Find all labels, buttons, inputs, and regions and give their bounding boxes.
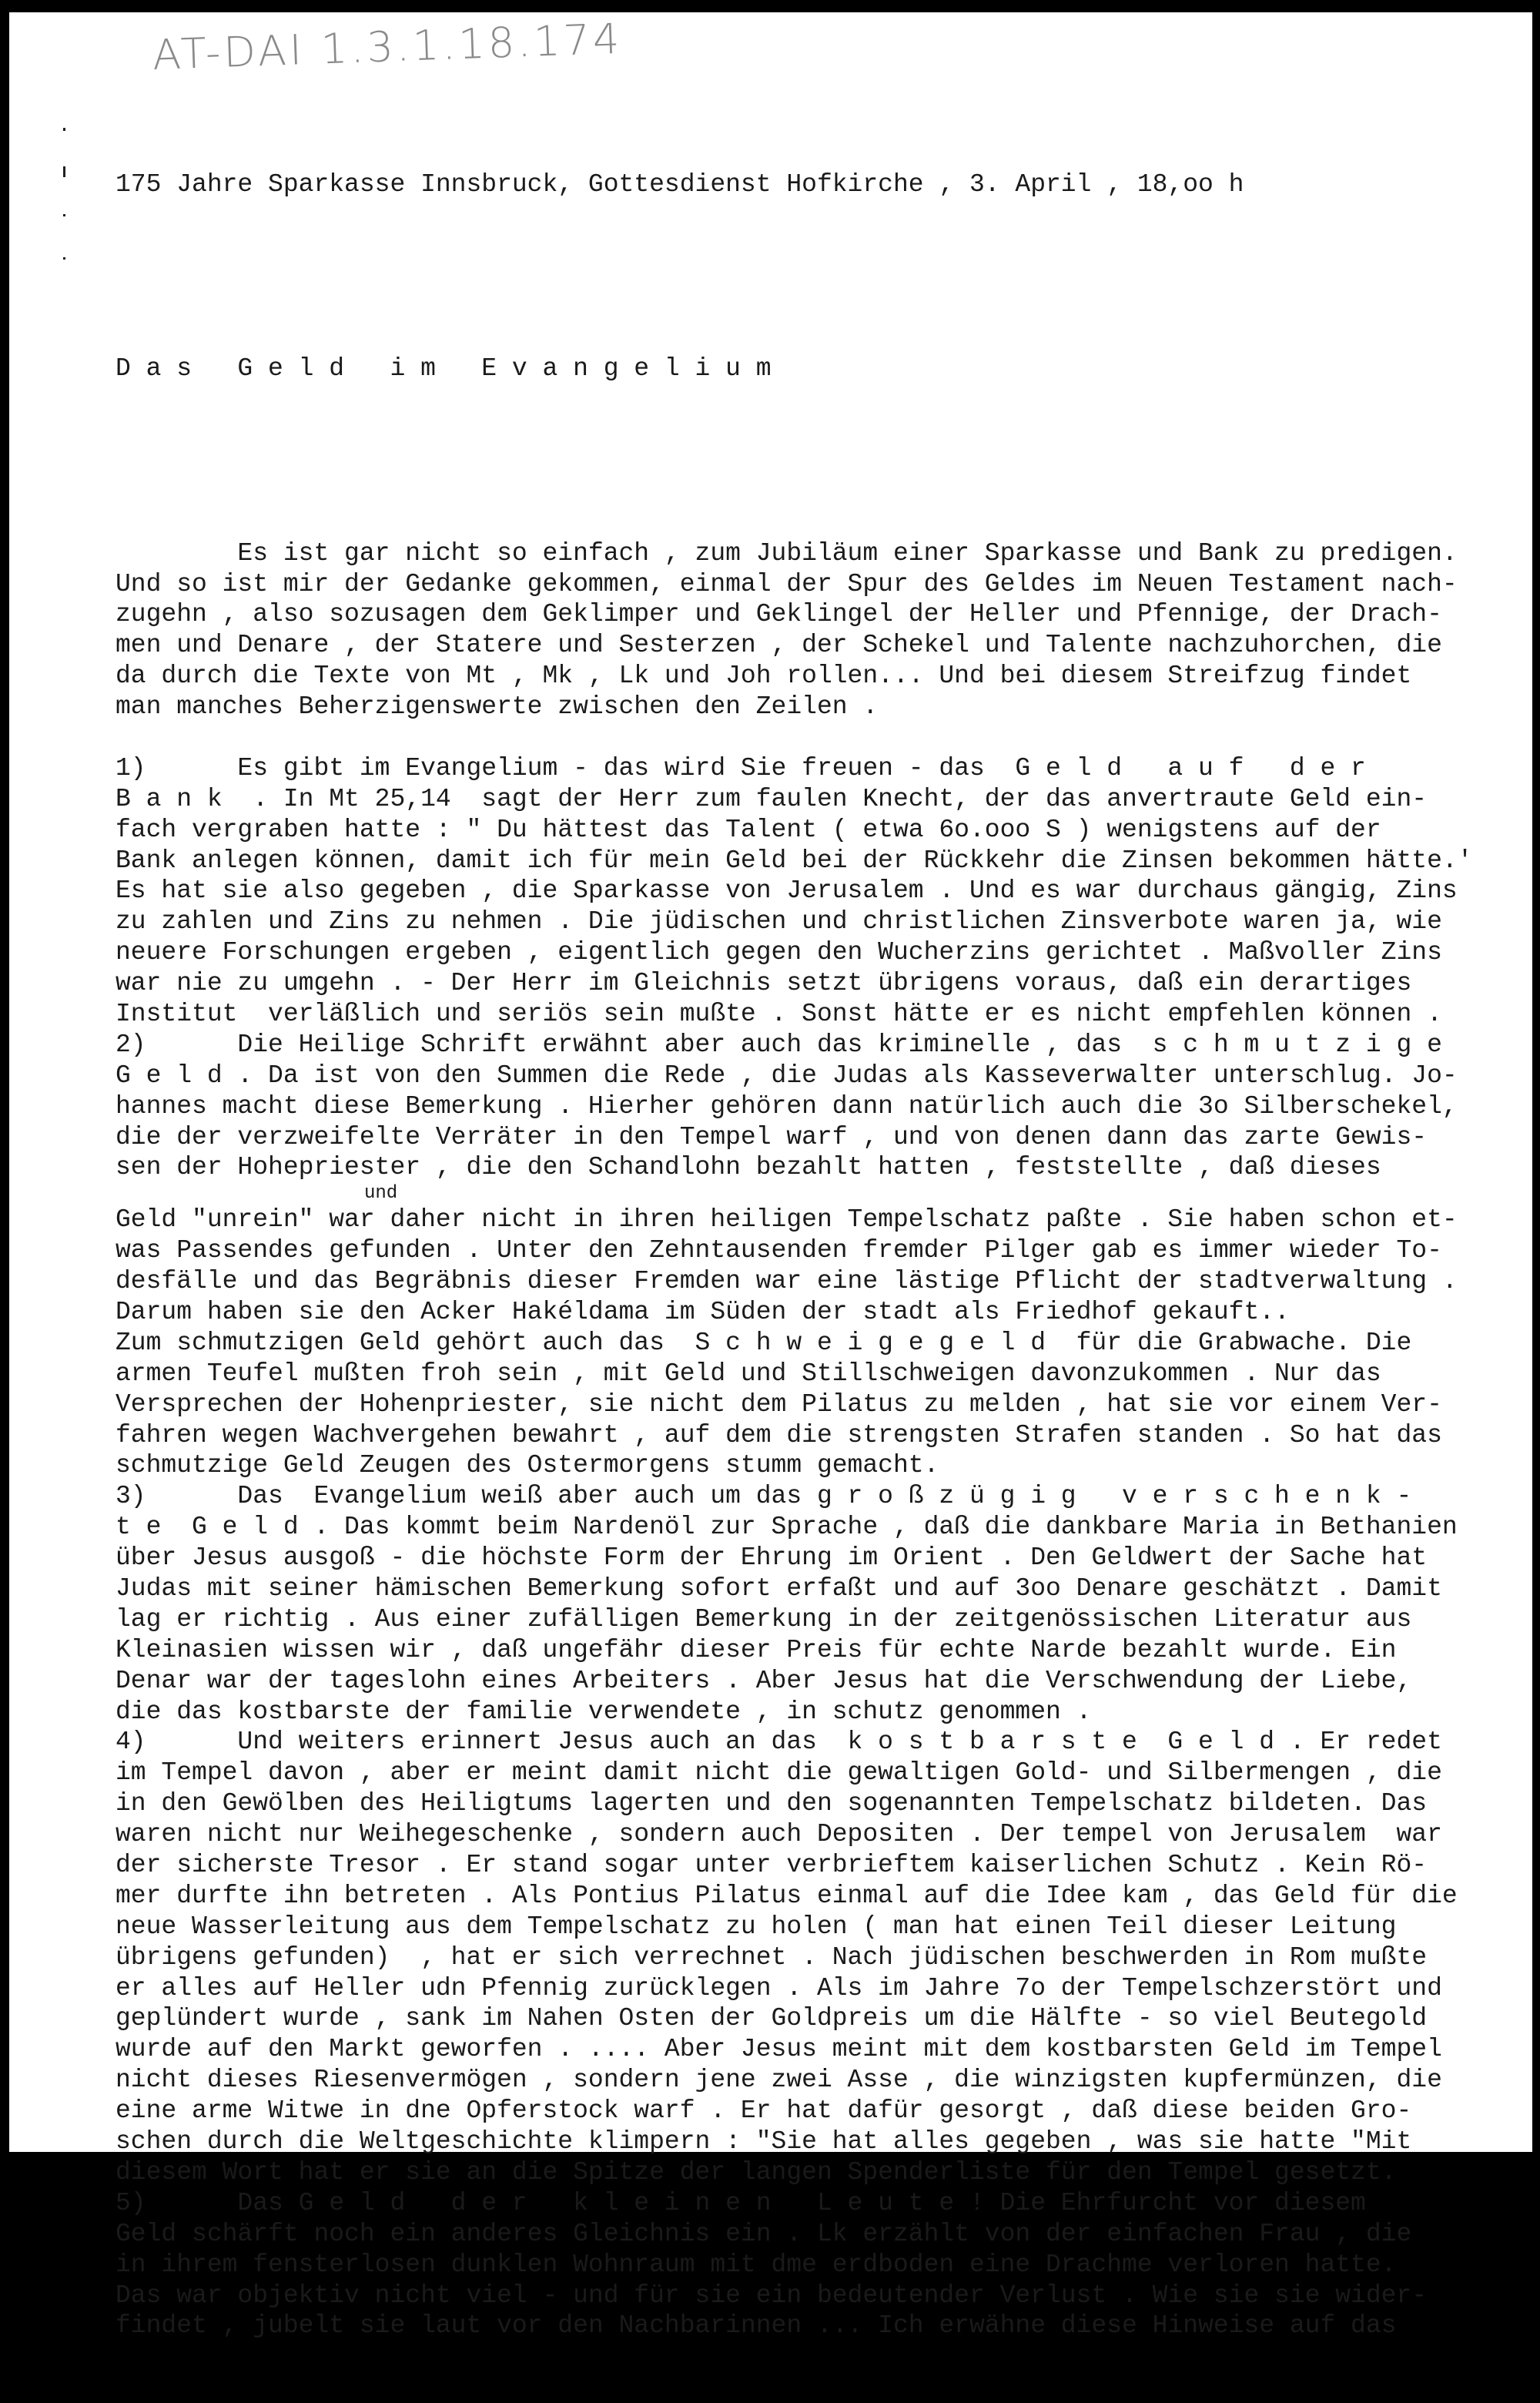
sermon-body: [116, 538, 1473, 2342]
text-line: [116, 1183, 1473, 1235]
text-line: [116, 1030, 1473, 1061]
text-line: [116, 1881, 1473, 1912]
text-line-content: was Passendes gefunden . Unter den Zehntausenden fremder Pilger gab es immer wieder To-: [116, 1236, 1442, 1265]
text-line: [116, 1912, 1473, 1942]
text-line-content: in den Gewölben des Heiligtums lagerten und den sogenannten Tempelschatz bildeten. Das: [116, 1789, 1428, 1818]
text-line-content: fahren wegen Wachvergehen bewahrt , auf dem die strengsten Strafen standen . So hat das: [116, 1420, 1442, 1450]
archive-signature-handwritten: AT-DAI 1.3.1.18.174: [152, 14, 624, 79]
text-line-content: 3) Das Evangelium weiß aber auch um das g r o ß z ü g i g v e r s c h e n k -: [116, 1482, 1412, 1511]
text-line: [116, 2250, 1473, 2281]
text-line: [116, 1122, 1473, 1153]
text-line-content: über Jesus ausgoß - die höchste Form der Ehrung im Orient . Den Geldwert der Sache hat: [116, 1543, 1428, 1573]
text-line: [116, 2065, 1473, 2096]
text-line: [116, 999, 1473, 1030]
text-line: [116, 2127, 1473, 2157]
text-line: [116, 1420, 1473, 1451]
text-line-content: neue Wasserleitung aus dem Tempelschatz zu holen ( man hat einen Teil dieser Leitung: [116, 1912, 1397, 1941]
text-line-content: lag er richtig . Aus einer zufälligen Bemerkung in der zeitgenössischen Literatur aus: [116, 1604, 1412, 1634]
text-line-content: Es hat sie also gegeben , die Sparkasse von Jerusalem . Und es war durchaus gängig, Zins: [116, 876, 1458, 906]
text-line-content: hannes macht diese Bemerkung . Hierher gehören dann natürlich auch die 3o Silberschekel,: [116, 1091, 1458, 1121]
text-line-content: t e G e l d . Das kommt beim Nardenöl zur Sprache , daß die dankbare Maria in Bethanien: [116, 1513, 1458, 1542]
text-line: [116, 1389, 1473, 1420]
text-line-content: Kleinasien wissen wir , daß ungefähr dieser Preis für echte Narde bezahlt wurde. Ein: [116, 1635, 1397, 1664]
text-line: [116, 2188, 1473, 2219]
text-line-content: Zum schmutzigen Geld gehört auch das S c h w e i g e g e l d für die Grabwache. Die: [116, 1328, 1412, 1357]
text-line: [116, 1697, 1473, 1728]
text-line: [116, 1850, 1473, 1881]
text-line: [116, 2281, 1473, 2311]
typewritten-text: [116, 108, 1473, 2403]
text-line: [116, 2096, 1473, 2127]
text-line: [116, 1758, 1473, 1788]
text-line-content: B a n k . In Mt 25,14 sagt der Herr zum faulen Knecht, der das anvertraute Geld ein-: [116, 784, 1428, 813]
text-line: [116, 1635, 1473, 1666]
margin-mark: [63, 214, 65, 216]
text-line: [116, 1819, 1473, 1850]
text-line-content: 5) Das G e l d d e r k l e i n e n L e u t e ! Die Ehrfurcht vor diesem: [116, 2188, 1366, 2217]
text-line: [116, 1061, 1473, 1091]
text-line: [116, 753, 1473, 784]
text-line-content: waren nicht nur Weihegeschenke , sondern auch Depositen . Der tempel von Jerusalem war: [116, 1820, 1442, 1849]
text-line: [116, 2034, 1473, 2065]
text-line: [116, 569, 1473, 600]
text-line-content: er alles auf Heller udn Pfennig zurücklegen . Als im Jahre 7o der Tempelschzerstört und: [116, 1973, 1442, 2002]
text-line: [116, 846, 1473, 876]
text-line-content: Darum haben sie den Acker Hakéldama im Süden der stadt als Friedhof gekauft..: [116, 1298, 1290, 1326]
text-line: [116, 1152, 1473, 1183]
margin-mark: [63, 128, 65, 131]
text-line: [116, 1450, 1473, 1481]
blank-line: [116, 262, 1473, 293]
text-line-content: wurde auf den Markt geworfen . .... Aber Jesus meint mit dem kostbarsten Geld im Tempel: [116, 2035, 1442, 2064]
text-line: [116, 1788, 1473, 1819]
text-line-content: zu zahlen und Zins zu nehmen . Die jüdischen und christlichen Zinsverbote waren ja, wie: [116, 907, 1442, 937]
text-line: [116, 784, 1473, 815]
text-line-content: die das kostbarste der familie verwendete , in schutz genommen .: [116, 1697, 1092, 1726]
text-line: [116, 1604, 1473, 1635]
text-line: [116, 937, 1473, 968]
text-line: [116, 1297, 1473, 1328]
text-line-content: schen durch die Weltgeschichte klimpern : "Sie hat alles gegeben , was sie hatte "Mit: [116, 2127, 1412, 2157]
text-line-content: desfälle und das Begräbnis dieser Fremden war eine lästige Pflicht der stadtverwaltung .: [116, 1267, 1458, 1296]
text-line-content: neuere Forschungen ergeben , eigentlich gegen den Wucherzins gerichtet . Maßvoller Zins: [116, 938, 1442, 967]
text-line-content: Bank anlegen können, damit ich für mein Geld bei der Rückkehr die Zinsen bekommen hätte.': [116, 846, 1473, 875]
text-line-content: Denar war der tageslohn eines Arbeiters . Aber Jesus hat die Verschwendung der Liebe,: [116, 1666, 1412, 1695]
margin-mark: [63, 257, 65, 260]
text-line-content: Institut verläßlich und seriös sein mußte . Sonst hätte er es nicht empfehlen können .: [116, 999, 1442, 1028]
text-line-content: der sicherste Tresor . Er stand sogar unter verbrieftem kaiserlichen Schutz . Kein Rö-: [116, 1851, 1428, 1880]
text-line: [116, 1266, 1473, 1297]
text-line: [116, 1727, 1473, 1758]
text-line-content: men und Denare , der Statere und Sesterzen , der Schekel und Talente nachzuhorchen, die: [116, 631, 1442, 660]
handwritten-insertion: und: [364, 1183, 398, 1205]
text-line-content: mer durfte ihn betreten . Als Pontius Pilatus einmal auf die Idee kam , das Geld für die: [116, 1881, 1458, 1910]
text-line-content: war nie zu umgehn . - Der Herr im Gleichnis setzt übrigens voraus, daß ein derartiges: [116, 969, 1412, 998]
text-line: [116, 661, 1473, 692]
text-line-content: zugehn , also sozusagen dem Geklimper und Geklingel der Heller und Pfennige, der Drach-: [116, 600, 1442, 629]
text-line-content: Das war objektiv nicht viel - und für sie ein bedeutender Verlust . Wie sie sie wider-: [116, 2281, 1428, 2310]
text-line-content: 4) Und weiters erinnert Jesus auch an das k o s t b a r s t e G e l d . Er redet: [116, 1728, 1442, 1757]
text-line-content: nicht dieses Riesenvermögen , sondern jene zwei Asse , die winzigsten kupfermünzen, die: [116, 2066, 1442, 2095]
text-line-content: G e l d . Da ist von den Summen die Rede , die Judas als Kasseverwalter unterschlug. Jo-: [116, 1061, 1458, 1090]
text-line: [116, 1574, 1473, 1604]
text-line-content: 1) Es gibt im Evangelium - das wird Sie freuen - das G e l d a u f d e r: [116, 753, 1366, 783]
text-line: [116, 692, 1473, 722]
text-line: [116, 815, 1473, 846]
text-line: [116, 722, 1473, 753]
text-line: [116, 1942, 1473, 1973]
text-line-content: man manches Beherzigenswerte zwischen den Zeilen .: [116, 692, 879, 722]
document-page: [9, 12, 1532, 2341]
text-line-content: Es ist gar nicht so einfach , zum Jubiläum einer Sparkasse und Bank zu predigen.: [116, 538, 1458, 568]
header-line: 175 Jahre Sparkasse Innsbruck, Gottesdienst Hofkirche , 3. April , 18,oo h: [116, 169, 1244, 199]
text-line: [116, 1543, 1473, 1574]
text-line-content: Geld schärft noch ein anderes Gleichnis ein . Lk erzählt von der einfachen Frau , die: [116, 2219, 1412, 2248]
text-line: [116, 907, 1473, 937]
text-line-content: Und so ist mir der Gedanke gekommen, einmal der Spur des Geldes im Neuen Testament nach-: [116, 569, 1458, 598]
text-line-content: 2) Die Heilige Schrift erwähnt aber auch das kriminelle , das s c h m u t z i g e: [116, 1030, 1442, 1059]
text-line: [116, 1359, 1473, 1389]
sermon-title: D a s G e l d i m E v a n g e l i u m: [116, 354, 772, 384]
text-line: [116, 1091, 1473, 1122]
text-line: [116, 2157, 1473, 2188]
text-line: [116, 2219, 1473, 2250]
text-line-content: sen der Hohepriester , die den Schandlohn bezahlt hatten , feststellte , daß dieses: [116, 1153, 1381, 1182]
text-line-content: findet , jubelt sie laut vor den Nachbarinnen ... Ich erwähne diese Hinweise auf das: [116, 2311, 1397, 2341]
text-line-content: schmutzige Geld Zeugen des Ostermorgens stumm gemacht.: [116, 1451, 939, 1480]
text-line: [116, 1481, 1473, 1512]
text-line-content: Judas mit seiner hämischen Bemerkung sofort erfaßt und auf 3oo Denare geschätzt . Damit: [116, 1574, 1442, 1604]
text-line-content: Versprechen der Hohenpriester, sie nicht dem Pilatus zu melden , hat sie vor einem Ver-: [116, 1389, 1442, 1419]
blank-line: [116, 446, 1473, 477]
text-line: [116, 538, 1473, 569]
text-line: [116, 1328, 1473, 1359]
text-line: [116, 630, 1473, 661]
text-line: [116, 599, 1473, 630]
text-line-content: Geld "unrein" war daher nicht in ihren heiligen Tempelschatz paßte . Sie haben schon et-: [116, 1205, 1458, 1235]
text-line: [116, 1235, 1473, 1266]
text-line: [116, 2003, 1473, 2034]
text-line-content: im Tempel davon , aber er meint damit nicht die gewaltigen Gold- und Silbermengen , die: [116, 1758, 1442, 1788]
text-line-content: übrigens gefunden) , hat er sich verrechnet . Nach jüdischen beschwerden in Rom mußte: [116, 1942, 1428, 1972]
text-line-content: da durch die Texte von Mt , Mk , Lk und Joh rollen... Und bei diesem Streifzug findet: [116, 662, 1412, 691]
text-line: [116, 1512, 1473, 1543]
text-line-content: fach vergraben hatte : " Du hättest das Talent ( etwa 6o.ooo S ) wenigstens auf der: [116, 815, 1381, 844]
text-line: [116, 968, 1473, 999]
text-line-content: geplündert wurde , sank im Nahen Osten der Goldpreis um die Hälfte - so viel Beutegold: [116, 2004, 1428, 2033]
text-line: [116, 1973, 1473, 2004]
text-line-content: eine arme Witwe in dne Opferstock warf . Er hat dafür gesorgt , daß diese beiden Gro-: [116, 2096, 1412, 2126]
text-line-content: die der verzweifelte Verräter in den Tempel warf , und von denen dann das zarte Gewis-: [116, 1122, 1428, 1151]
text-line: [116, 2311, 1473, 2341]
text-line: [116, 876, 1473, 907]
text-line-content: in ihrem fensterlosen dunklen Wohnraum mit dme erdboden eine Drachme verloren hatte.: [116, 2250, 1397, 2279]
text-line: [116, 1666, 1473, 1697]
margin-mark: [63, 166, 65, 177]
text-line-content: diesem Wort hat er sie an die Spitze der langen Spenderliste für den Tempel gesetzt.: [116, 2157, 1397, 2187]
text-line-content: armen Teufel mußten froh sein , mit Geld und Stillschweigen davonzukommen . Nur das: [116, 1359, 1381, 1388]
